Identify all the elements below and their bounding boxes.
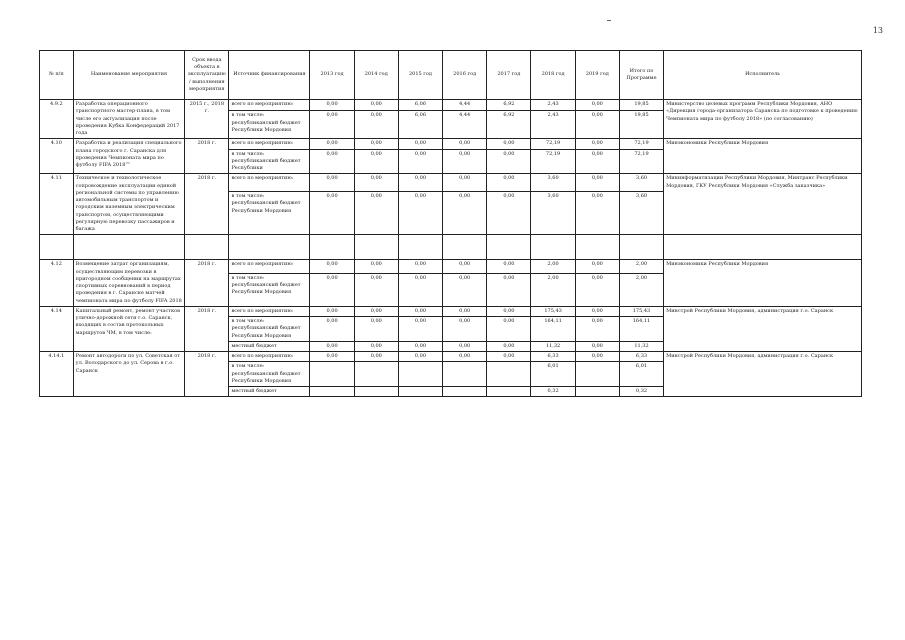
year-value: 0,00 — [310, 306, 354, 316]
year-value: 0,00 — [487, 341, 531, 351]
table-row — [40, 306, 862, 316]
year-value: 0,00 — [443, 341, 487, 351]
year-value: 0,00 — [398, 260, 442, 274]
year-value: 0,00 — [575, 341, 619, 351]
year-value: 6,92 — [487, 100, 531, 111]
row-name: Разработка операционного транспортного мастер-плана, в том числе его актуализация после проведения Кубка Конфедераций 2017 года — [73, 100, 185, 139]
year-value — [310, 387, 354, 397]
total-value: 2,00 — [619, 260, 663, 274]
row-term: 2018 г. — [185, 306, 229, 351]
year-value: 3,60 — [531, 192, 575, 235]
row-executor: Минстрой Республики Мордовия, администрация г.о. Саранск — [664, 352, 862, 397]
year-value — [487, 362, 531, 387]
table-row — [40, 174, 862, 192]
total-value: 3,60 — [619, 192, 663, 235]
year-value: 6,33 — [531, 352, 575, 362]
year-value: 0,00 — [354, 111, 398, 139]
row-num: 4.14.1 — [40, 352, 74, 397]
spacer-cell — [185, 235, 229, 260]
row-num: 4.10 — [40, 139, 74, 174]
year-value: 0,00 — [310, 273, 354, 306]
spacer-cell — [310, 235, 354, 260]
year-value: 0,00 — [487, 317, 531, 342]
year-value: 0,00 — [398, 352, 442, 362]
header-executor: Исполнитель — [664, 51, 862, 100]
year-value: 0,00 — [443, 352, 487, 362]
year-value: 0,00 — [575, 192, 619, 235]
funding-source: в том числе: республиканский бюджет Республики — [229, 149, 310, 174]
year-value: 0,00 — [354, 317, 398, 342]
header-year-2015: 2015 год — [398, 51, 442, 100]
total-value: 72,19 — [619, 139, 663, 149]
year-value: 0,00 — [398, 341, 442, 351]
year-value: 0,00 — [310, 341, 354, 351]
year-value: 72,19 — [531, 149, 575, 174]
year-value: 0,00 — [310, 260, 354, 274]
year-value: 0,00 — [310, 139, 354, 149]
header-year-2017: 2017 год — [487, 51, 531, 100]
year-value: 0,00 — [398, 306, 442, 316]
year-value: 0,00 — [443, 192, 487, 235]
year-value: 0,00 — [310, 111, 354, 139]
row-name: Ремонт автодороги по ул. Советская от ул. Володарского до ул. Серова в г.о. Саранск — [73, 352, 185, 397]
year-value: 6,06 — [398, 100, 442, 111]
year-value: 0,00 — [575, 306, 619, 316]
year-value — [310, 362, 354, 387]
year-value: 0,00 — [487, 149, 531, 174]
total-value: 6,01 — [619, 362, 663, 387]
total-value: 175,43 — [619, 306, 663, 316]
spacer-cell — [487, 235, 531, 260]
table-row — [40, 139, 862, 149]
header-name: Наименование мероприятия — [73, 51, 185, 100]
year-value: 0,00 — [487, 273, 531, 306]
row-num: 4.12 — [40, 260, 74, 307]
year-value — [398, 362, 442, 387]
year-value: 6,92 — [487, 111, 531, 139]
year-value: 0,00 — [487, 174, 531, 192]
year-value — [443, 362, 487, 387]
total-value: 164,11 — [619, 317, 663, 342]
year-value: 2,00 — [531, 260, 575, 274]
row-name: Капитальный ремонт, ремонт участков улично-дорожной сети г.о. Саранск, входящих в состав протокольных маршрутов ЧМ, в том числе: — [73, 306, 185, 351]
year-value: 0,00 — [443, 317, 487, 342]
row-executor: Министерство целевых программ Республики Мордовия, АНО «Дирекция города-организатора Саранска по подготовке к проведению Чемпионата мира по футболу 2018» (по согласованию) — [664, 100, 862, 139]
header-year-2019: 2019 год — [575, 51, 619, 100]
year-value: 2,43 — [531, 111, 575, 139]
funding-source: всего по мероприятию: — [229, 260, 310, 274]
header-year-2014: 2014 год — [354, 51, 398, 100]
header-num: № п/п — [40, 51, 74, 100]
year-value: 0,00 — [575, 100, 619, 111]
year-value: 0,00 — [443, 139, 487, 149]
year-value: 0,00 — [354, 139, 398, 149]
year-value: 0,00 — [443, 306, 487, 316]
spacer-cell — [229, 235, 310, 260]
year-value: 4,44 — [443, 111, 487, 139]
year-value: 0,00 — [487, 192, 531, 235]
year-value: 0,00 — [354, 260, 398, 274]
year-value: 0,00 — [487, 352, 531, 362]
row-term: 2018 г. — [185, 174, 229, 235]
year-value — [398, 387, 442, 397]
year-value: 0,00 — [354, 273, 398, 306]
year-value: 0,00 — [354, 306, 398, 316]
year-value: 0,00 — [398, 317, 442, 342]
row-num: 4.11 — [40, 174, 74, 235]
year-value: 0,00 — [398, 139, 442, 149]
year-value: 72,19 — [531, 139, 575, 149]
row-name: Возмещение затрат организациям, осуществляющим перевозки в пригородном сообщении на маршрутах спортивных соревнований в период проведения в г. Саранске матчей чемпионата мира по футболу FIFA 2018 — [73, 260, 185, 307]
header-term: Срок ввода объекта в эксплуатацию/ выполнения мероприятия — [185, 51, 229, 100]
row-executor: Минстрой Республики Мордовия, администрация г.о. Саранск — [664, 306, 862, 351]
year-value: 0,00 — [354, 352, 398, 362]
year-value — [443, 387, 487, 397]
year-value: 11,32 — [531, 341, 575, 351]
total-value: 11,32 — [619, 341, 663, 351]
row-name: Разработка и реализация специального плана городского г. Саранска для проведения Чемпионата мира по футболу FIFA 2018™ — [73, 139, 185, 174]
year-value — [354, 387, 398, 397]
total-value: 0,32 — [619, 387, 663, 397]
table-row — [40, 260, 862, 274]
funding-source: местный бюджет — [229, 341, 310, 351]
funding-source: всего по мероприятию: — [229, 306, 310, 316]
spacer-cell — [575, 235, 619, 260]
year-value: 164,11 — [531, 317, 575, 342]
table-row — [40, 100, 862, 111]
header-year-2018: 2018 год — [531, 51, 575, 100]
funding-source: в том числе: республиканский бюджет Республики Мордовия — [229, 192, 310, 235]
year-value: 0,00 — [443, 260, 487, 274]
year-value: 0,00 — [310, 352, 354, 362]
year-value: 6,01 — [531, 362, 575, 387]
year-value: 2,00 — [531, 273, 575, 306]
year-value — [487, 387, 531, 397]
year-value: 0,00 — [487, 139, 531, 149]
row-num: 4.14 — [40, 306, 74, 351]
year-value: 0,00 — [354, 100, 398, 111]
scan-mark — [607, 20, 611, 21]
header-year-2013: 2013 год — [310, 51, 354, 100]
funding-source: в том числе: республиканский бюджет Республики Мордовия — [229, 362, 310, 387]
year-value — [575, 387, 619, 397]
funding-source: в том числе: республиканский бюджет Республики Мордовия — [229, 317, 310, 342]
year-value: 0,00 — [398, 192, 442, 235]
total-value: 72,19 — [619, 149, 663, 174]
header-total: Итого по Программе — [619, 51, 663, 100]
year-value: 0,00 — [575, 260, 619, 274]
year-value: 0,00 — [575, 273, 619, 306]
row-num: 4.9.2 — [40, 100, 74, 139]
funding-source: всего по мероприятию: — [229, 352, 310, 362]
spacer-cell — [443, 235, 487, 260]
row-term: 2015 г., 2018 г. — [185, 100, 229, 139]
total-value: 6,33 — [619, 352, 663, 362]
year-value: 0,00 — [575, 139, 619, 149]
spacer-row — [40, 235, 862, 260]
program-table — [39, 50, 862, 397]
year-value: 0,00 — [575, 352, 619, 362]
funding-source: всего по мероприятию: — [229, 100, 310, 111]
total-value: 2,00 — [619, 273, 663, 306]
year-value: 0,00 — [575, 317, 619, 342]
funding-source: в том числе: республиканский бюджет Республики Мордовия — [229, 273, 310, 306]
spacer-cell — [354, 235, 398, 260]
year-value: 0,00 — [354, 174, 398, 192]
total-value: 3,60 — [619, 174, 663, 192]
year-value: 0,00 — [354, 341, 398, 351]
year-value: 0,00 — [398, 174, 442, 192]
year-value: 6,06 — [398, 111, 442, 139]
page-number: 13 — [872, 26, 883, 35]
total-value: 19,85 — [619, 100, 663, 111]
spacer-cell — [664, 235, 862, 260]
row-term: 2018 г. — [185, 260, 229, 307]
header-source: Источник финансирования — [229, 51, 310, 100]
header-year-2016: 2016 год — [443, 51, 487, 100]
year-value — [575, 362, 619, 387]
row-term: 2018 г. — [185, 352, 229, 397]
row-executor: Минэкономики Республики Мордовия — [664, 260, 862, 307]
year-value: 0,00 — [310, 100, 354, 111]
year-value: 0,00 — [487, 260, 531, 274]
year-value: 0,00 — [575, 149, 619, 174]
table-body — [40, 100, 862, 397]
year-value: 0,00 — [354, 192, 398, 235]
spacer-cell — [398, 235, 442, 260]
year-value: 0,00 — [310, 192, 354, 235]
year-value: 0,00 — [575, 174, 619, 192]
year-value: 0,00 — [354, 149, 398, 174]
spacer-cell — [40, 235, 74, 260]
spacer-cell — [73, 235, 185, 260]
year-value: 3,60 — [531, 174, 575, 192]
funding-source: местный бюджет — [229, 387, 310, 397]
table-header-row — [40, 51, 862, 100]
funding-source: всего по мероприятию: — [229, 139, 310, 149]
spacer-cell — [531, 235, 575, 260]
row-term: 2018 г. — [185, 139, 229, 174]
funding-source: в том числе: республиканский бюджет Республики Мордовия — [229, 111, 310, 139]
row-executor: Мининформатизации Республики Мордовия, Минтранс Республики Мордовия, ГКУ Республики Мордовия «Служба заказчика» — [664, 174, 862, 235]
row-executor: Минэкономики Республики Мордовия — [664, 139, 862, 174]
year-value: 0,00 — [398, 149, 442, 174]
year-value: 0,00 — [443, 149, 487, 174]
year-value: 0,00 — [443, 174, 487, 192]
row-name: Техническое и технологическое сопровождение эксплуатации единой региональной системы по управлению автомобильным транспортом и городским наземным электрическим транспортом, осуществляющими регулярную перевозку пассажиров и багажа — [73, 174, 185, 235]
year-value — [354, 362, 398, 387]
spacer-cell — [619, 235, 663, 260]
year-value: 0,00 — [443, 273, 487, 306]
year-value: 0,00 — [310, 149, 354, 174]
year-value: 0,00 — [310, 174, 354, 192]
funding-source: всего по мероприятию: — [229, 174, 310, 192]
year-value: 175,43 — [531, 306, 575, 316]
year-value: 4,44 — [443, 100, 487, 111]
year-value: 0,00 — [310, 317, 354, 342]
total-value: 19,85 — [619, 111, 663, 139]
table-row — [40, 352, 862, 362]
year-value: 0,00 — [398, 273, 442, 306]
year-value: 0,00 — [487, 306, 531, 316]
year-value: 2,43 — [531, 100, 575, 111]
year-value: 0,00 — [575, 111, 619, 139]
year-value: 0,32 — [531, 387, 575, 397]
